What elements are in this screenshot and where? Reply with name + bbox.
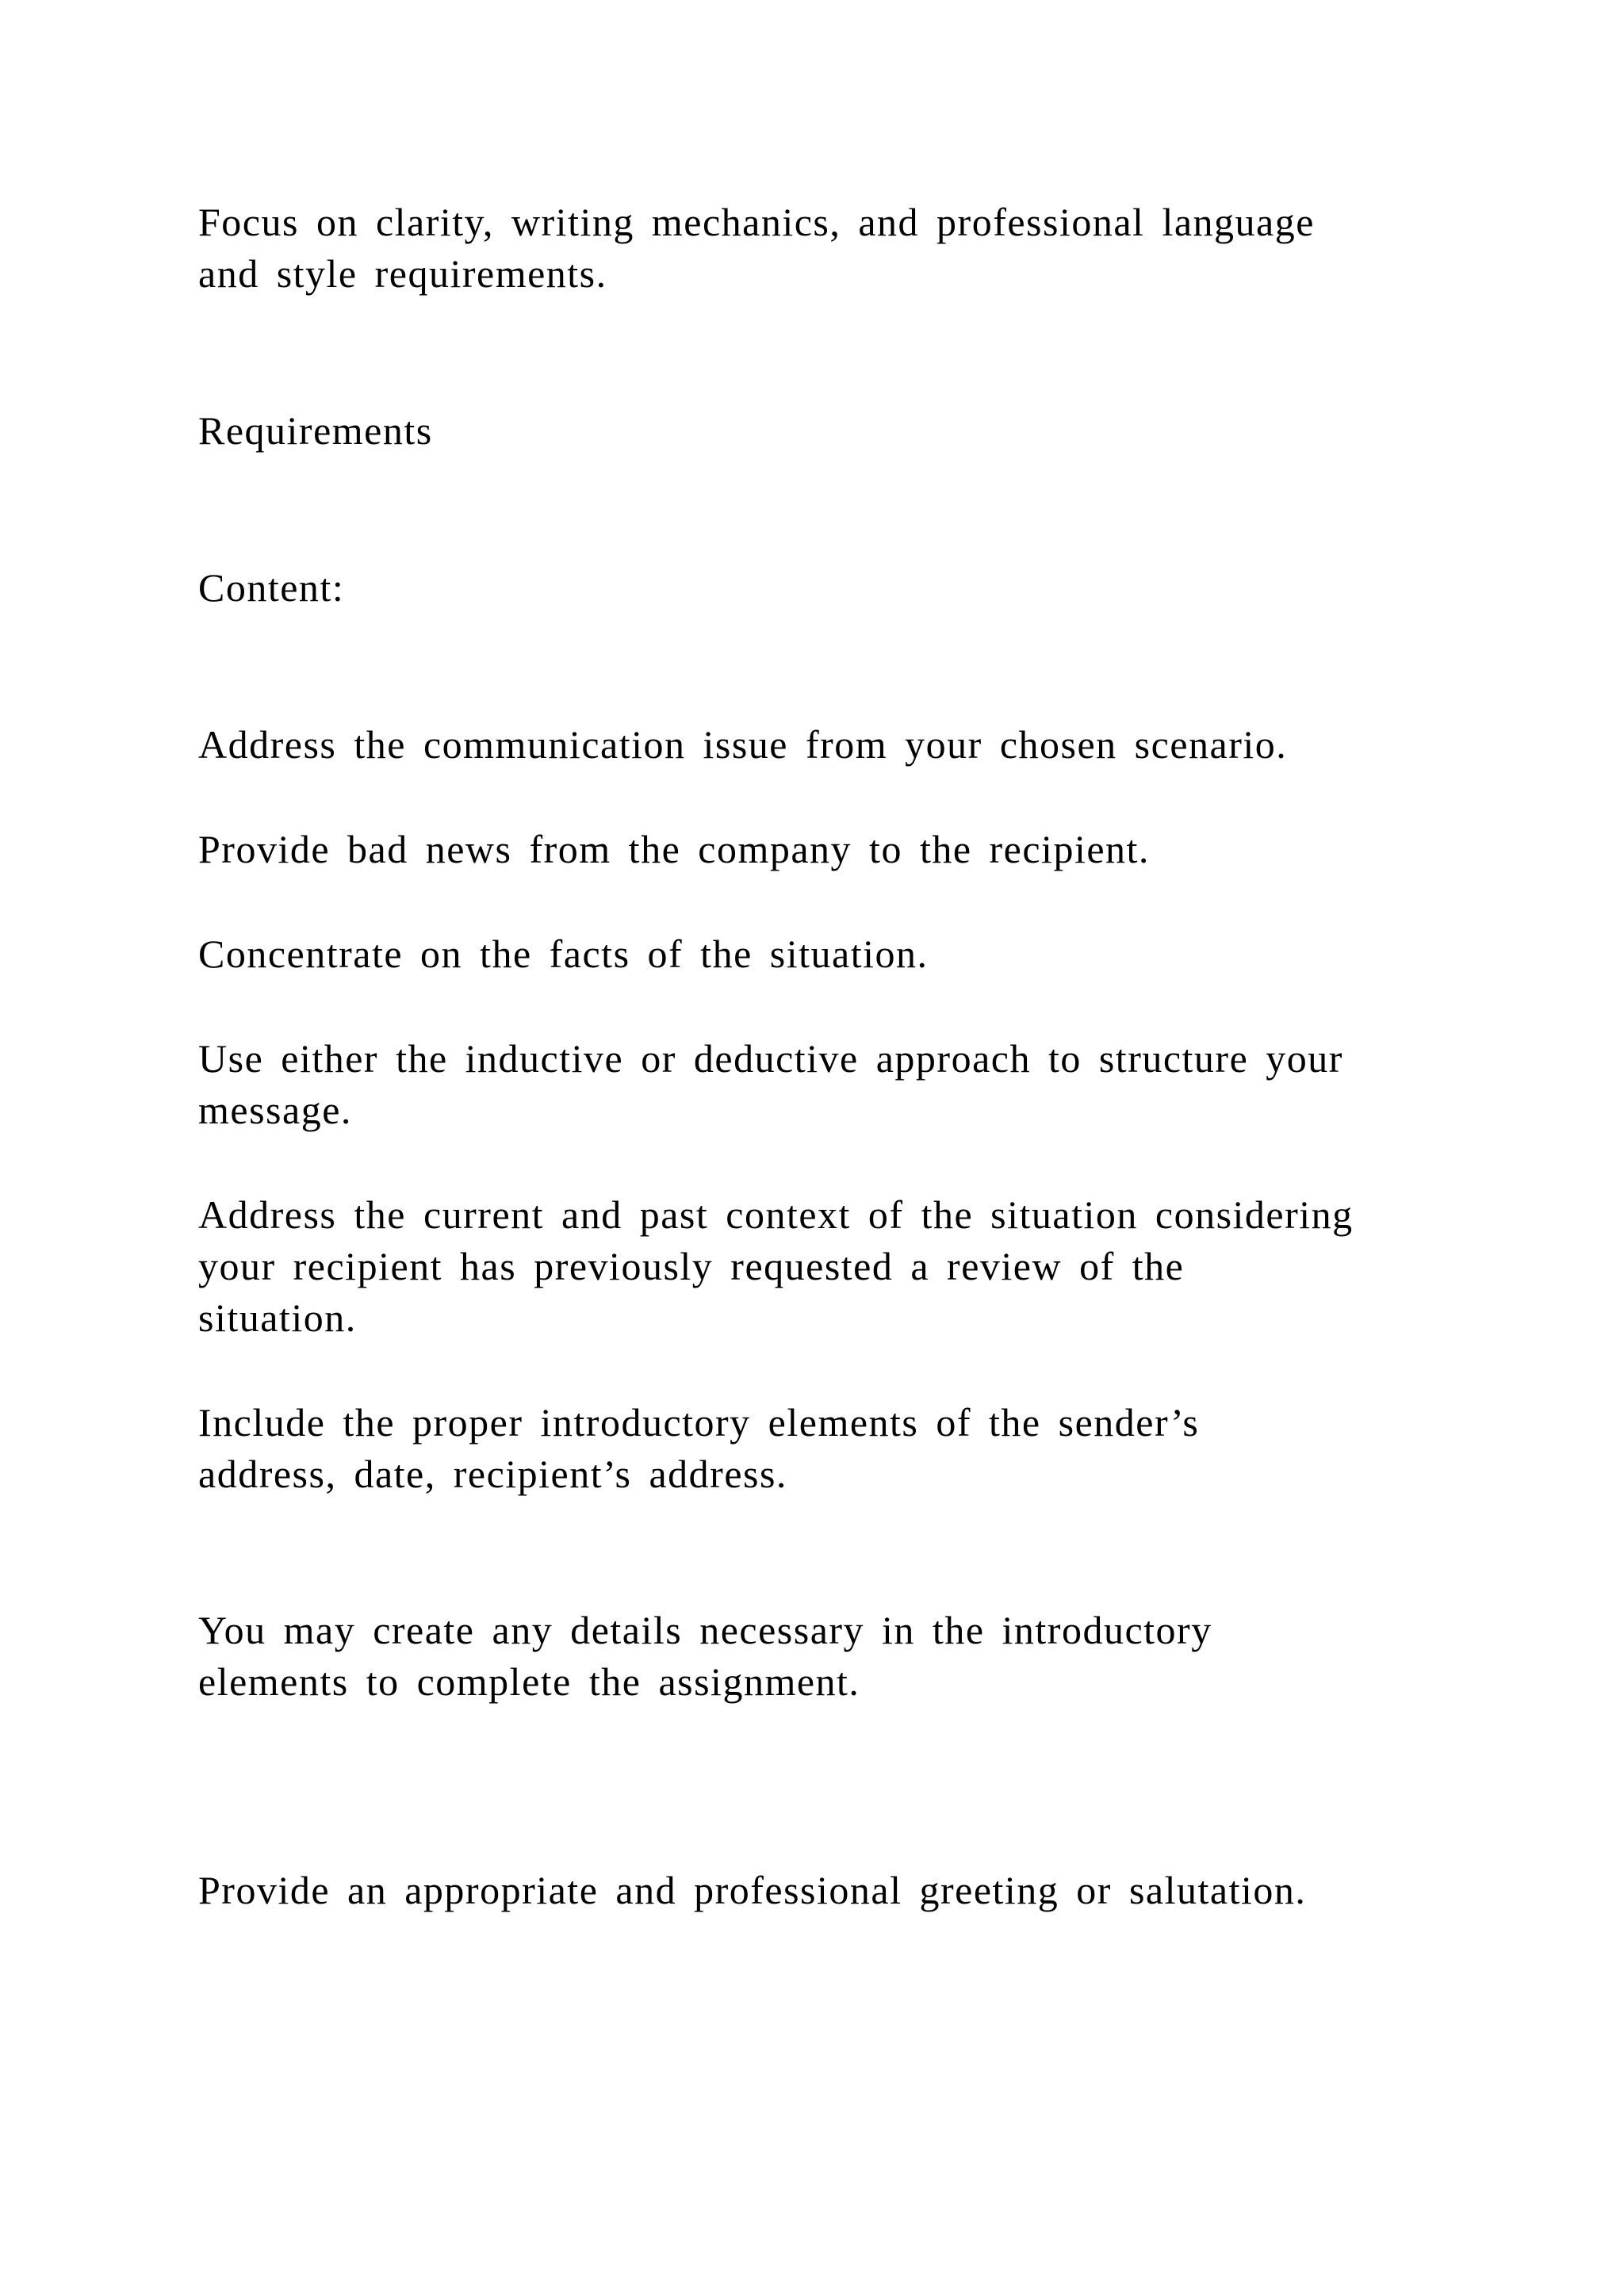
text-line: elements to complete the assignment.: [198, 1659, 860, 1704]
text-line: Address the current and past context of the situation considering: [198, 1192, 1354, 1237]
text-line: Include the proper introductory elements of the sender’s: [198, 1400, 1200, 1445]
text-line: Focus on clarity, writing mechanics, and professional language: [198, 200, 1315, 244]
text-line: and style requirements.: [198, 251, 607, 296]
text-line: Concentrate on the facts of the situation.: [198, 932, 929, 976]
text-line: Provide bad news from the company to the recipient.: [198, 827, 1150, 871]
text-line: Address the communication issue from your chosen scenario.: [198, 722, 1288, 767]
text-line: address, date, recipient’s address.: [198, 1452, 787, 1496]
section-heading-requirements: Requirements: [198, 408, 433, 453]
text-line: situation.: [198, 1295, 357, 1340]
text-line: Provide an appropriate and professional greeting or salutation.: [198, 1868, 1307, 1912]
section-heading-content: Content:: [198, 565, 345, 610]
text-line: message.: [198, 1088, 352, 1132]
text-line: You may create any details necessary in the introductory: [198, 1608, 1212, 1652]
text-line: Use either the inductive or deductive approach to structure your: [198, 1036, 1343, 1081]
text-line: your recipient has previously requested a review of the: [198, 1244, 1185, 1288]
